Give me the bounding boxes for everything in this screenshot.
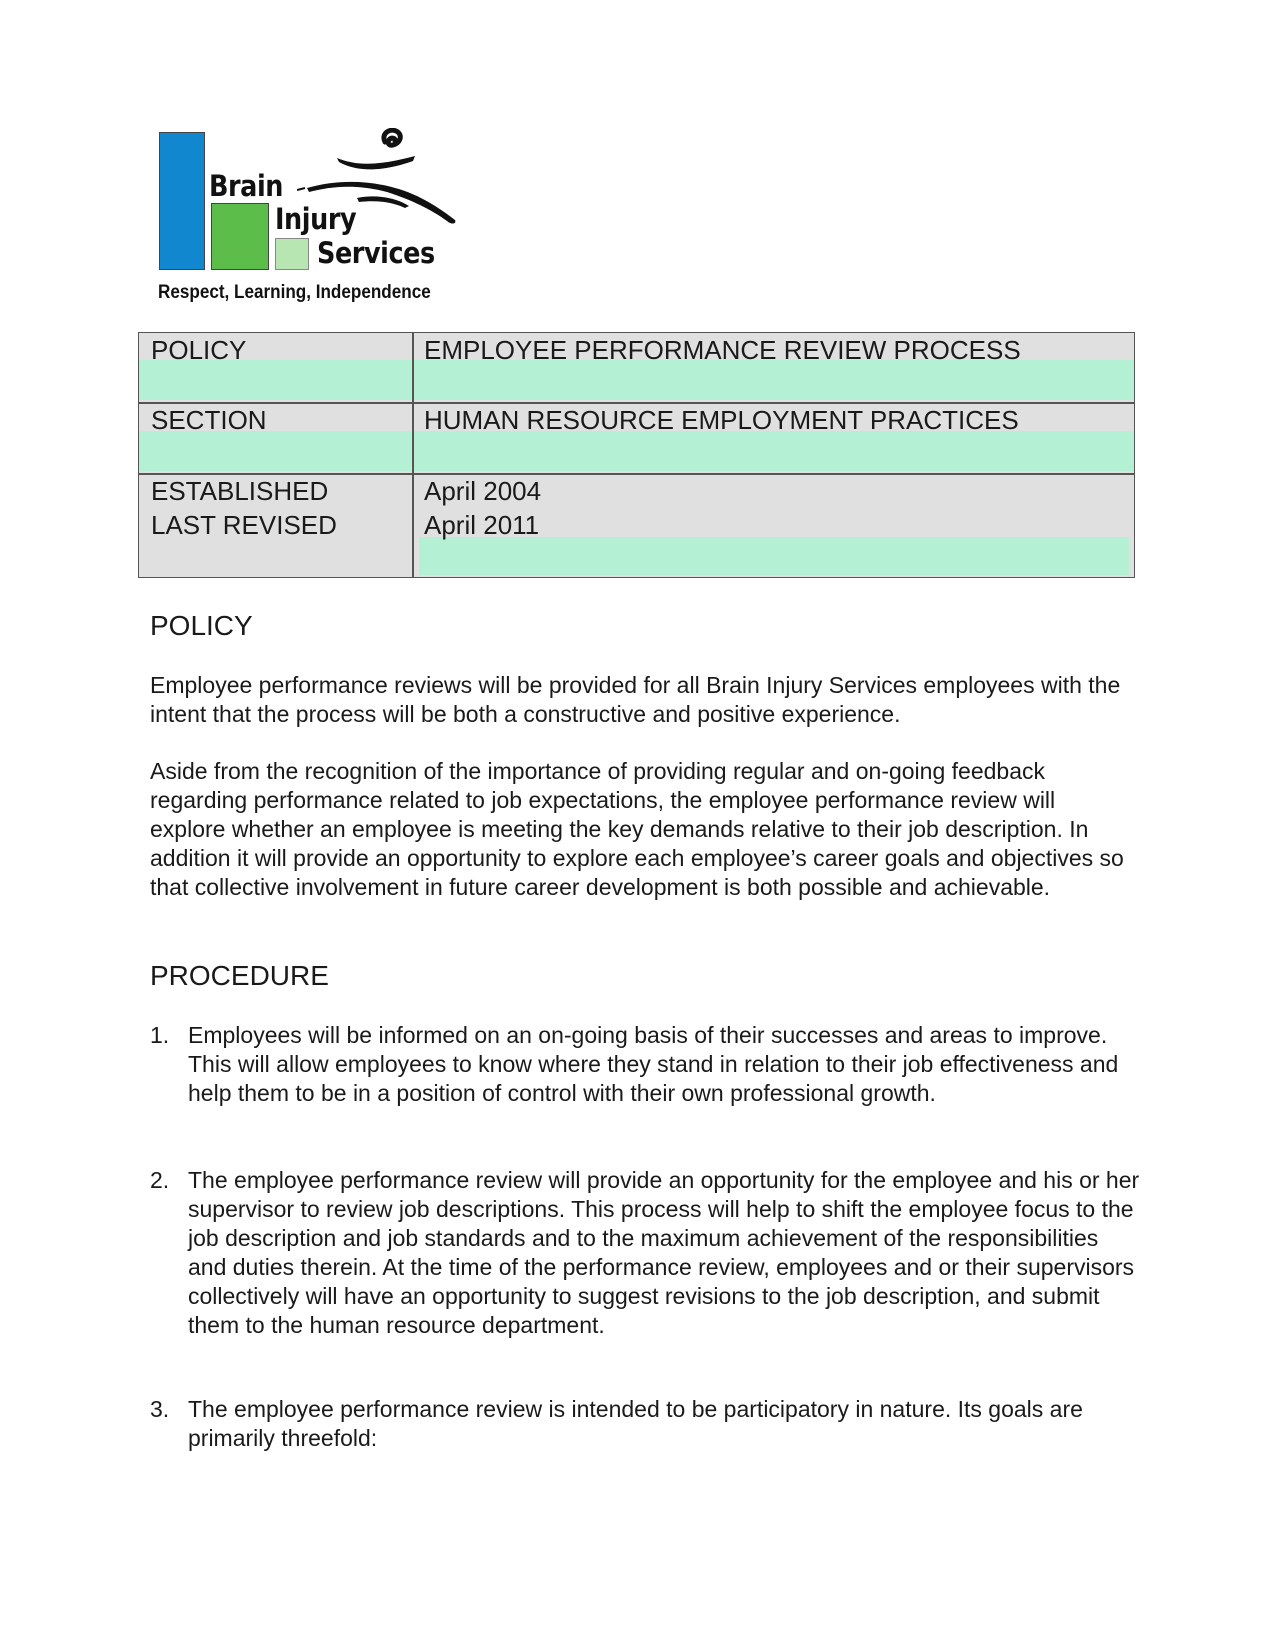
running-figure-brushstroke-icon: [297, 128, 472, 233]
logo-green-bar: [211, 203, 269, 270]
logo-blue-bar: [159, 132, 205, 270]
row-policy-label: POLICY: [151, 335, 247, 365]
logo-light-green-bar: [275, 238, 309, 270]
policy-info-table: [138, 332, 1135, 578]
row-section-value: HUMAN RESOURCE EMPLOYMENT PRACTICES: [424, 405, 1019, 435]
row-3-value-highlight: [419, 537, 1129, 575]
procedure-list: [150, 1021, 1140, 1108]
list-item: [150, 1021, 1140, 1108]
list-item-number: 2.: [150, 1167, 170, 1193]
procedure-list: [150, 1166, 1140, 1340]
list-item: [150, 1395, 1140, 1453]
list-item-text: The employee performance review will provide an opportunity for the employee and his or her supervisor to review job descriptions. This process will help to shift the employee focus to the job description and job standards and to the maximum achievement of the responsibilities and duties therein. At the time of the performance review, employees and or their supervisors collectively will have an opportunity to suggest revisions to the job description, and submit them to the human resource department.: [188, 1167, 1140, 1338]
brain-injury-services-logo: [157, 128, 467, 308]
row-established-value: April 2004: [424, 476, 542, 506]
procedure-heading: PROCEDURE: [150, 960, 329, 991]
row-last-revised-value: April 2011: [424, 510, 540, 540]
list-item-text: Employees will be informed on an on-going basis of their successes and areas to improve. This will allow employees to know where they stand in relation to their job effectiveness and help them to be in a position of control with their own professional growth.: [188, 1022, 1119, 1106]
row-section-label: SECTION: [151, 405, 267, 435]
logo-word-services: Services: [317, 236, 435, 270]
row-2-value-highlight: [414, 431, 1134, 471]
policy-paragraph-2: Aside from the recognition of the importance of providing regular and on-going feedback regarding performance related to job expectations, the employee performance review will explore whether an employee is meeting the key demands relative to their job description. In addition it will provide an opportunity to explore each employee’s career goals and objectives so that collective involvement in future career development is both possible and achievable.: [150, 758, 1124, 900]
procedure-list: [150, 1395, 1140, 1453]
list-item-text: The employee performance review is intended to be participatory in nature. Its goals are primarily threefold:: [188, 1396, 1083, 1451]
row-last-revised-label: LAST REVISED: [151, 510, 337, 540]
logo-word-injury: Injury: [275, 202, 357, 236]
policy-paragraph-1: Employee performance reviews will be provided for all Brain Injury Services employees with the intent that the process will be both a constructive and positive experience.: [150, 672, 1121, 727]
logo-tagline: Respect, Learning, Independence: [158, 282, 431, 303]
row-2-label-highlight: [139, 431, 411, 471]
row-established-label: ESTABLISHED: [151, 476, 329, 506]
list-item: [150, 1166, 1140, 1340]
table-column-divider: [412, 333, 414, 577]
logo-word-brain: Brain: [209, 169, 283, 203]
row-policy-value: EMPLOYEE PERFORMANCE REVIEW PROCESS: [424, 335, 1021, 365]
list-item-number: 1.: [150, 1022, 170, 1048]
list-item-number: 3.: [150, 1396, 170, 1422]
policy-heading: POLICY: [150, 610, 253, 641]
